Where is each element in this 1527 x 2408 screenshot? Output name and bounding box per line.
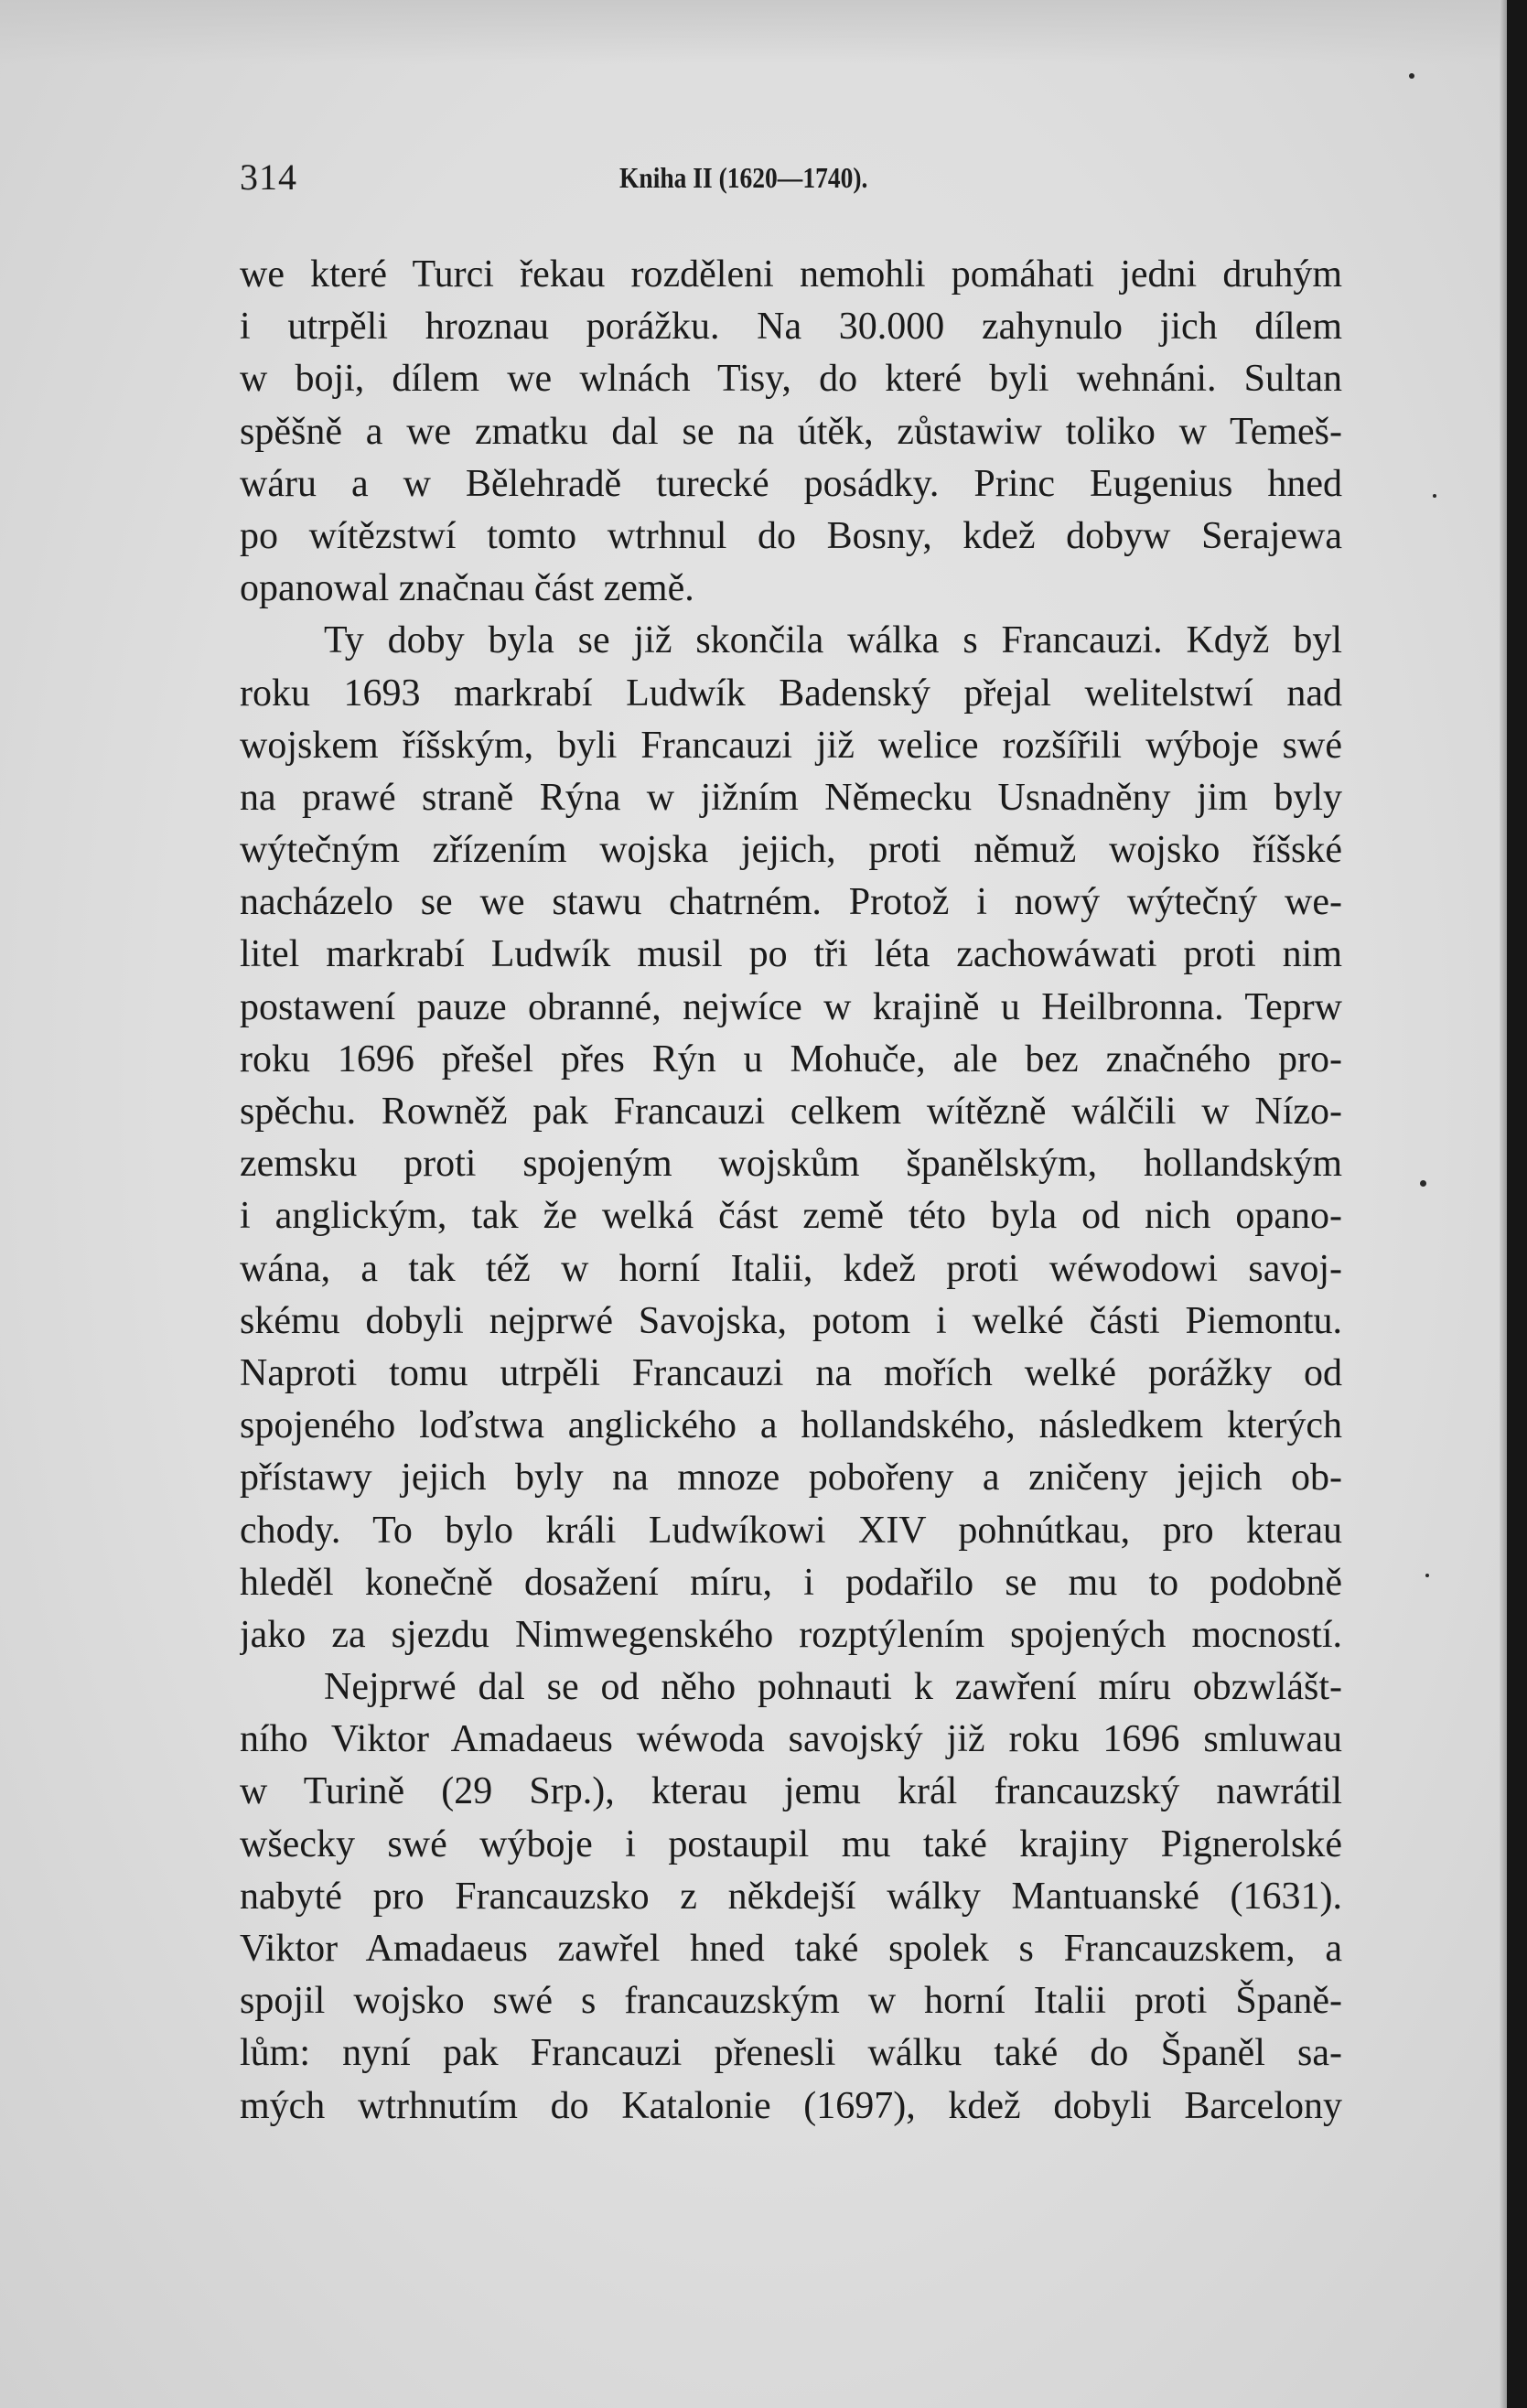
page-gutter-shadow: [1500, 0, 1507, 2408]
text-line: spojil wojsko swé s francauzským w horní Italii proti Španě-: [240, 1980, 1342, 2023]
text-line: i utrpěli hroznau porážku. Na 30.000 zahynulo jich dílem: [240, 306, 1342, 349]
text-line: wýtečným zřízením wojska jejich, proti němuž wojsko říšské: [240, 829, 1342, 872]
top-shadow: [0, 0, 1527, 64]
text-line: ního Viktor Amadaeus wéwoda savojský již roku 1696 smluwau: [240, 1718, 1342, 1761]
text-line: nacházelo se we stawu chatrném. Protož i nowý wýtečný we-: [240, 881, 1342, 924]
paragraph: [240, 249, 1342, 615]
text-line: w Turině (29 Srp.), kterau jemu král francauzský nawrátil: [240, 1770, 1342, 1813]
text-line: spěšně a we zmatku dal se na útěk, zůstawiw toliko w Temeš-: [240, 410, 1342, 453]
dust-speck: [1409, 73, 1414, 79]
text-line: na prawé straně Rýna w jižním Německu Usnadněny jim byly: [240, 776, 1342, 819]
text-line: roku 1693 markrabí Ludwík Badenský přejal welitelstwí nad: [240, 672, 1342, 715]
text-line: hleděl konečně dosažení míru, i podařilo se mu to podobně: [240, 1561, 1342, 1604]
text-line: wáru a w Bělehradě turecké posádky. Princ Eugenius hned: [240, 462, 1342, 505]
text-line: spěchu. Rowněž pak Francauzi celkem wítězně wálčili w Nízo-: [240, 1091, 1342, 1133]
text-line: i anglickým, tak že welká část země této byla od nich opano-: [240, 1195, 1342, 1238]
paragraph: [240, 615, 1342, 1661]
text-line: roku 1696 přešel přes Rýn u Mohuče, ale bez značného pro-: [240, 1037, 1342, 1080]
book-edge: [1507, 0, 1527, 2408]
text-line: Viktor Amadaeus zawřel hned také spolek s Francauzskem, a: [240, 1928, 1342, 1970]
text-line: Ty doby byla se již skončila wálka s Francauzi. Když byl: [324, 619, 1342, 662]
running-head: Kniha II (1620—1740).: [619, 161, 868, 194]
text-line: přístawy jejich byly na mnoze pobořeny a zničeny jejich ob-: [240, 1457, 1342, 1500]
page-header: [240, 156, 972, 210]
text-line: po wítězstwí tomto wtrhnul do Bosny, kdež dobyw Serajewa: [240, 514, 1342, 557]
text-line: jako za sjezdu Nimwegenského rozptýlením spojených mocností.: [240, 1613, 1342, 1656]
text-line: wojskem říšským, byli Francauzi již welice rozšířili wýboje swé: [240, 724, 1342, 767]
dust-speck: [1433, 494, 1436, 498]
text-line: chody. To bylo králi Ludwíkowi XIV pohnútkau, pro kterau: [240, 1509, 1342, 1552]
dust-speck: [1425, 1574, 1429, 1577]
text-line: w boji, dílem we wlnách Tisy, do které byli wehnáni. Sultan: [240, 358, 1342, 401]
text-line: wána, a tak též w horní Italii, kdež proti wéwodowi savoj-: [240, 1247, 1342, 1290]
text-line: Naproti tomu utrpěli Francauzi na mořích welké porážky od: [240, 1351, 1342, 1394]
text-line: postawení pauze obranné, nejwíce w krajině u Heilbronna. Teprw: [240, 985, 1342, 1028]
text-line: spojeného loďstwa anglického a hollandského, následkem kterých: [240, 1404, 1342, 1447]
text-line: nabyté pro Francauzsko z někdejší wálky Mantuanské (1631).: [240, 1875, 1342, 1918]
text-line: opanowal značnau část země.: [240, 567, 694, 610]
body-text: [240, 249, 1342, 2133]
text-line: lům: nyní pak Francauzi přenesli wálku také do Španěl sa-: [240, 2032, 1342, 2075]
text-line: skému dobyli nejprwé Savojska, potom i welké části Piemontu.: [240, 1299, 1342, 1342]
text-line: we které Turci řekau rozděleni nemohli pomáhati jedni druhým: [240, 253, 1342, 296]
text-line: litel markrabí Ludwík musil po tři léta zachowáwati proti nim: [240, 933, 1342, 976]
dust-speck: [1420, 1180, 1426, 1187]
text-line: mých wtrhnutím do Katalonie (1697), kdež dobyli Barcelony: [240, 2084, 1342, 2127]
paragraph: [240, 1661, 1342, 2133]
text-line: Nejprwé dal se od něho pohnauti k zawření míru obzwlášt-: [324, 1666, 1342, 1709]
text-line: wšecky swé wýboje i postaupil mu také krajiny Pignerolské: [240, 1822, 1342, 1865]
page-number: 314: [240, 156, 297, 198]
text-line: zemsku proti spojeným wojskům španělským, hollandským: [240, 1143, 1342, 1186]
